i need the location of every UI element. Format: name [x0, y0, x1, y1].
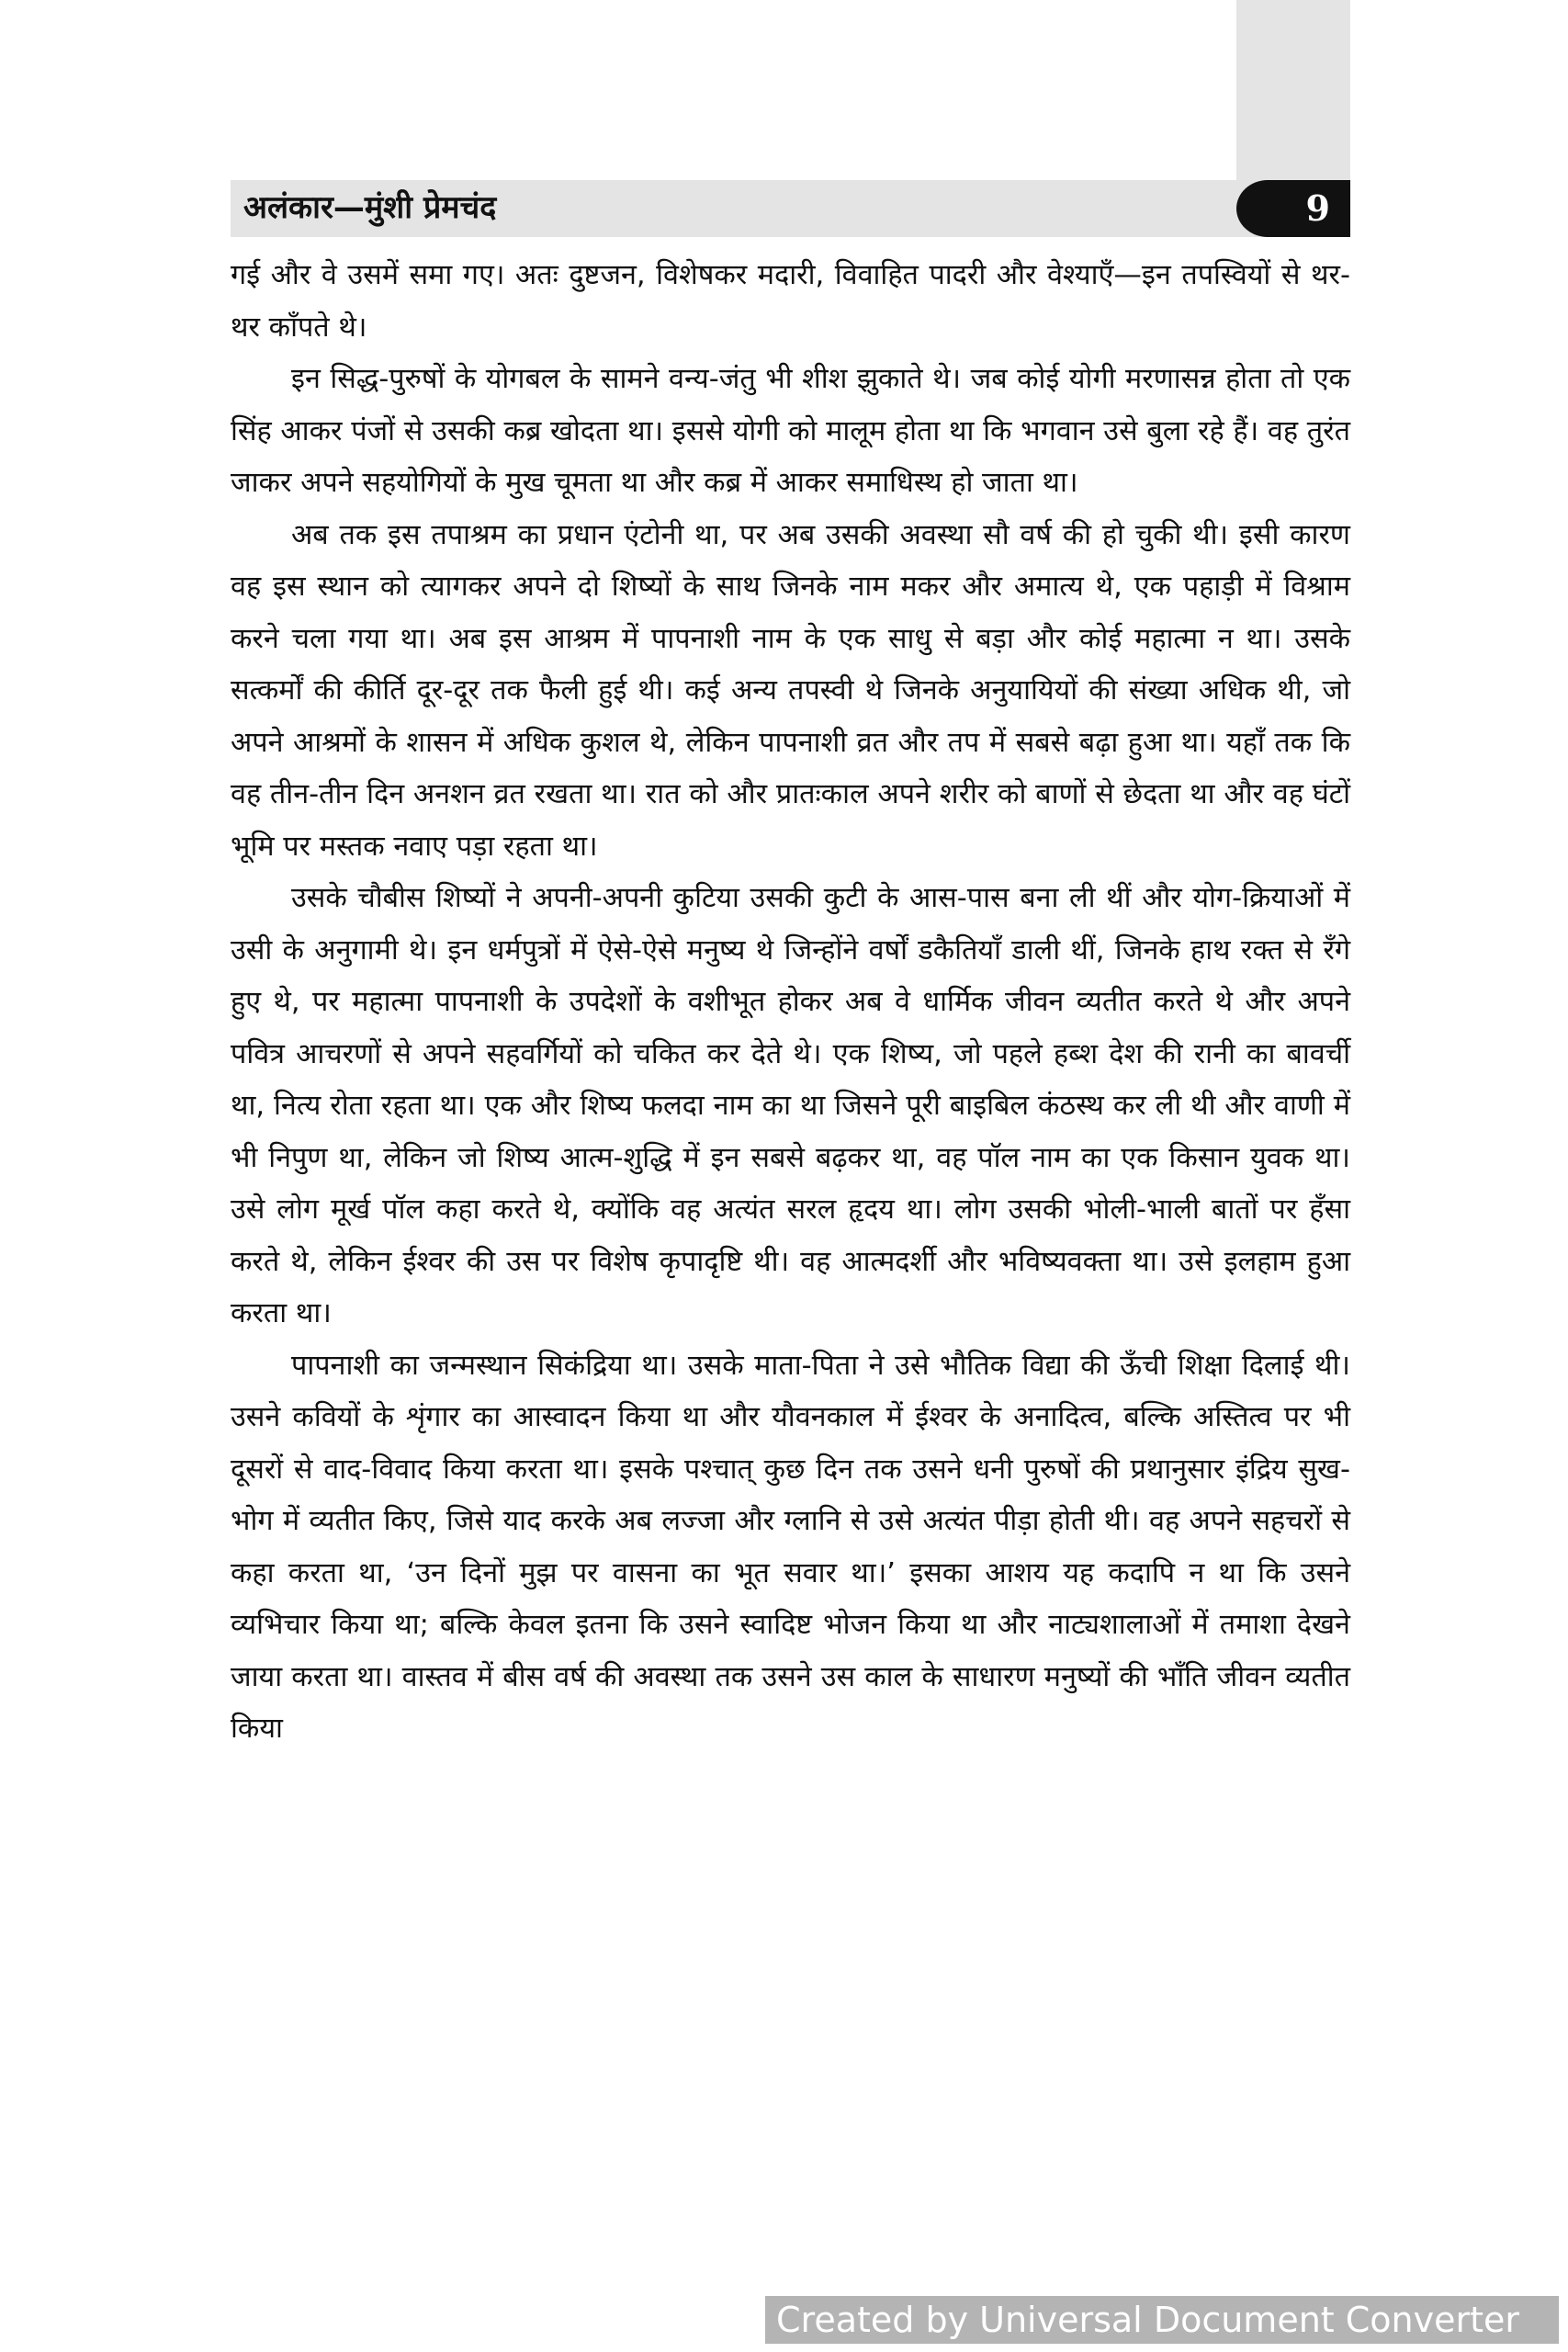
paragraph-4: उसके चौबीस शिष्यों ने अपनी-अपनी कुटिया उसकी कुटी के आस-पास बना ली थीं और योग-क्रियाओं में उसी के अनुगामी थे। इन धर्मपुत्रों में ऐसे-ऐसे मनुष्य थे जिन्होंने वर्षों डकैतियाँ डाली थीं, जिनके हाथ रक्त से रँगे हुए थे, पर महात्मा पापनाशी के उपदेशों के वशीभूत होकर अब वे धार्मिक जीवन व्यतीत करते थे और अपने पवित्र आचरणों से अपने सहवर्गियों को चकित कर देते थे। एक शिष्य, जो पहले हब्श देश की रानी का बावर्ची था, नित्य रोता रहता था। एक और शिष्य फलदा नाम का था जिसने पूरी बाइबिल कंठस्थ कर ली थी और वाणी में भी निपुण था, लेकिन जो शिष्य आत्म-शुद्धि में इन सबसे बढ़कर था, वह पॉल नाम का एक किसान युवक था। उसे लोग मूर्ख पॉल कहा करते थे, क्योंकि वह अत्यंत सरल हृदय था। लोग उसकी भोली-भाली बातों पर हँसा करते थे, लेकिन ईश्वर की उस पर विशेष कृपादृष्टि थी। वह आत्मदर्शी और भविष्यवक्ता था। उसे इलहाम हुआ करता था। [231, 882, 1350, 1329]
watermark-text: Created by Universal Document Converter [776, 2300, 1520, 2340]
paragraph-3: अब तक इस तपाश्रम का प्रधान एंटोनी था, पर अब उसकी अवस्था सौ वर्ष की हो चुकी थी। इसी कारण वह इस स्थान को त्यागकर अपने दो शिष्यों के साथ जिनके नाम मकर और अमात्य थे, एक पहाड़ी में विश्राम करने चला गया था। अब इस आश्रम में पापनाशी नाम के एक साधु से बड़ा और कोई महात्मा न था। उसके सत्कर्मों की कीर्ति दूर-दूर तक फैली हुई थी। कई अन्य तपस्वी थे जिनके अनुयायियों की संख्या अधिक थी, जो अपने आश्रमों के शासन में अधिक कुशल थे, लेकिन पापनाशी व्रत और तप में सबसे बढ़ा हुआ था। यहाँ तक कि वह तीन-तीन दिन अनशन व्रत रखता था। रात को और प्रातःकाल अपने शरीर को बाणों से छेदता था और वह घंटों भूमि पर मस्तक नवाए पड़ा रहता था। [231, 518, 1350, 863]
body-text [231, 250, 1350, 1756]
header-title: अलंकार—मुंशी प्रेमचंद [243, 189, 497, 226]
page-corner-tab [1236, 0, 1350, 180]
page-number: 9 [1305, 187, 1330, 229]
paragraph-2: इन सिद्ध-पुरुषों के योगबल के सामने वन्य-जंतु भी शीश झुकाते थे। जब कोई योगी मरणासन्न होता तो एक सिंह आकर पंजों से उसकी कब्र खोदता था। इससे योगी को मालूम होता था कि भगवान उसे बुला रहे हैं। वह तुरंत जाकर अपने सहयोगियों के मुख चूमता था और कब्र में आकर समाधिस्थ हो जाता था। [231, 363, 1350, 499]
page-number-badge [1236, 180, 1350, 237]
running-header [231, 180, 1350, 237]
paragraph-5: पापनाशी का जन्मस्थान सिकंद्रिया था। उसके माता-पिता ने उसे भौतिक विद्या की ऊँची शिक्षा दिलाई थी। उसने कवियों के शृंगार का आस्वादन किया था और यौवनकाल में ईश्वर के अनादित्व, बल्कि अस्तित्व पर भी दूसरों से वाद-विवाद किया करता था। इसके पश्चात् कुछ दिन तक उसने धनी पुरुषों की प्रथानुसार इंद्रिय सुख-भोग में व्यतीत किए, जिसे याद करके अब लज्जा और ग्लानि से उसे अत्यंत पीड़ा होती थी। वह अपने सहचरों से कहा करता था, ‘उन दिनों मुझ पर वासना का भूत सवार था।’ इसका आशय यह कदापि न था कि उसने व्यभिचार किया था; बल्कि केवल इतना कि उसने स्वादिष्ट भोजन किया था और नाट्यशालाओं में तमाशा देखने जाया करता था। वास्तव में बीस वर्ष की अवस्था तक उसने उस काल के साधारण मनुष्यों की भाँति जीवन व्यतीत किया [231, 1349, 1350, 1745]
paragraph-1: गई और वे उसमें समा गए। अतः दुष्टजन, विशेषकर मदारी, विवाहित पादरी और वेश्याएँ—इन तपस्वियों से थर-थर काँपते थे। [231, 259, 1350, 344]
converter-watermark [765, 2296, 1559, 2344]
